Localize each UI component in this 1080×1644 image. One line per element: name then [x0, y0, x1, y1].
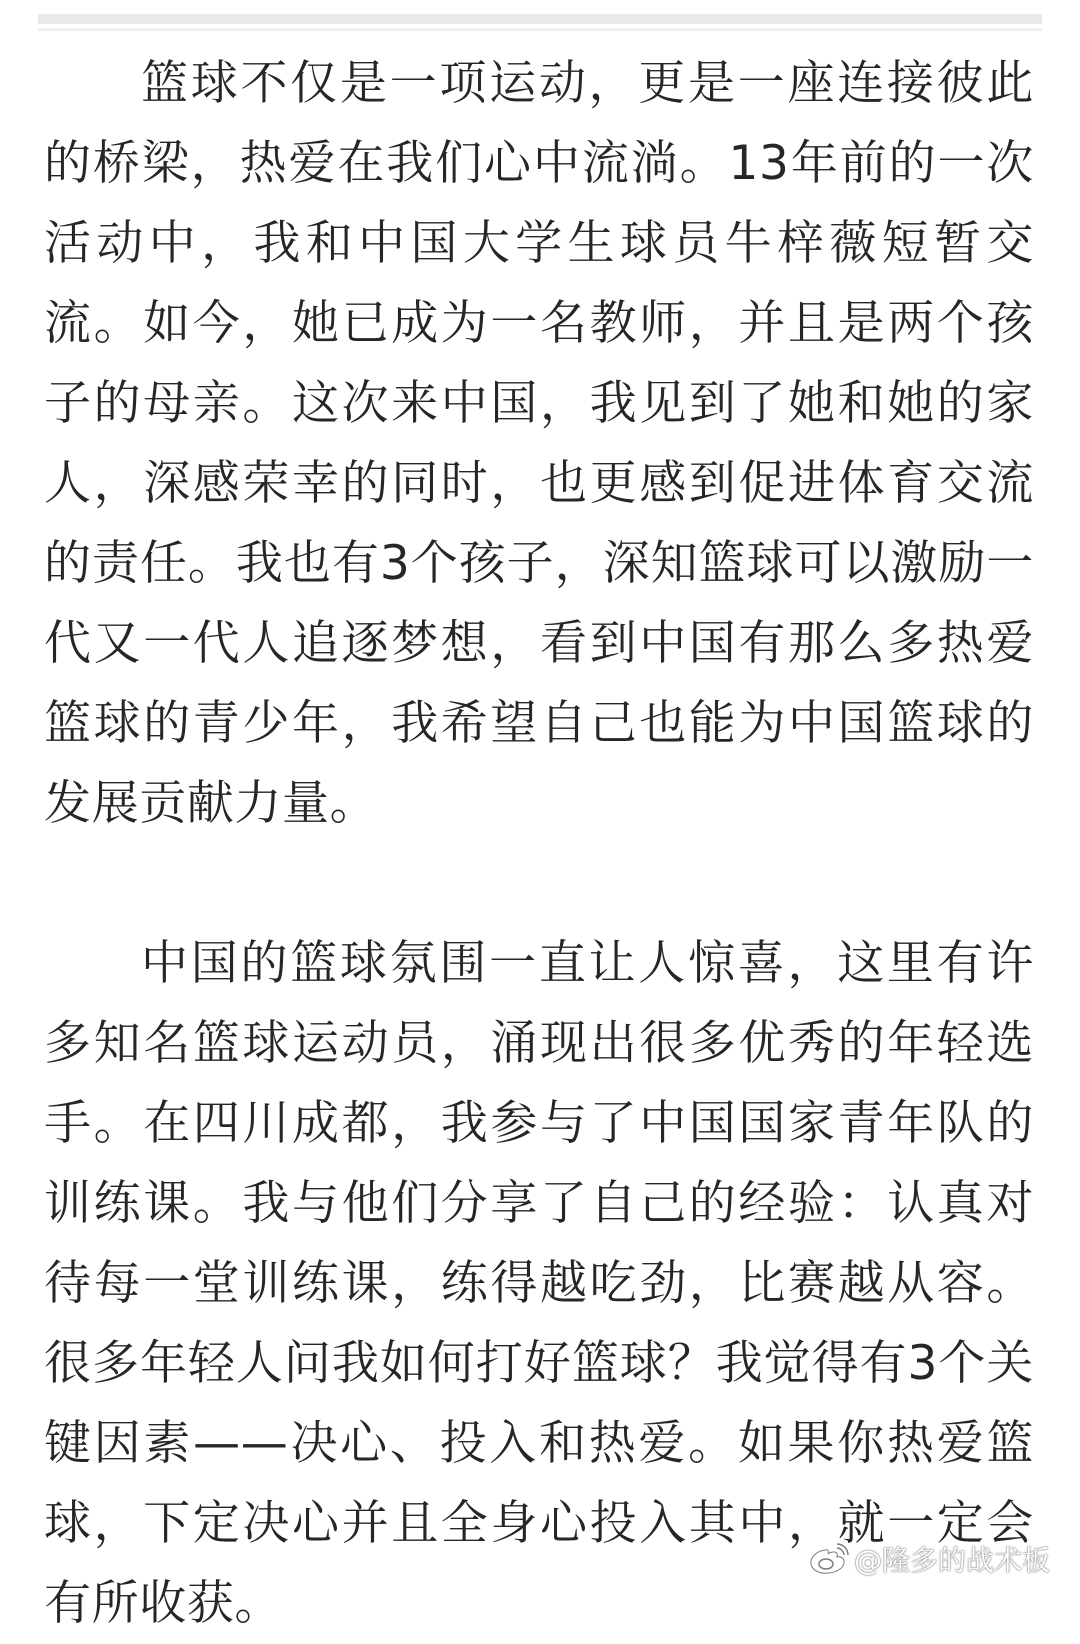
- watermark-text: @隆多的战术板: [853, 1544, 1050, 1577]
- top-divider: [38, 14, 1042, 34]
- article-body: [44, 44, 1034, 1644]
- watermark: [808, 1537, 1050, 1581]
- weibo-icon: [808, 1542, 850, 1576]
- paragraph-2: 中国的篮球氛围一直让人惊喜，这里有许多知名篮球运动员，涌现出很多优秀的年轻选手。在四川成都，我参与了中国国家青年队的训练课。我与他们分享了自己的经验：认真对待每一堂训练课，练得越吃劲，比赛越从容。很多年轻人问我如何打好篮球？我觉得有3个关键因素——决心、投入和热爱。如果你热爱篮球，下定决心并且全身心投入其中，就一定会有所收获。: [44, 936, 1034, 1631]
- paragraph-1: 篮球不仅是一项运动，更是一座连接彼此的桥梁，热爱在我们心中流淌。13年前的一次活动中，我和中国大学生球员牛梓薇短暂交流。如今，她已成为一名教师，并且是两个孩子的母亲。这次来中国，我见到了她和她的家人，深感荣幸的同时，也更感到促进体育交流的责任。我也有3个孩子，深知篮球可以激励一代又一代人追逐梦想，看到中国有那么多热爱篮球的青少年，我希望自己也能为中国篮球的发展贡献力量。: [44, 56, 1034, 831]
